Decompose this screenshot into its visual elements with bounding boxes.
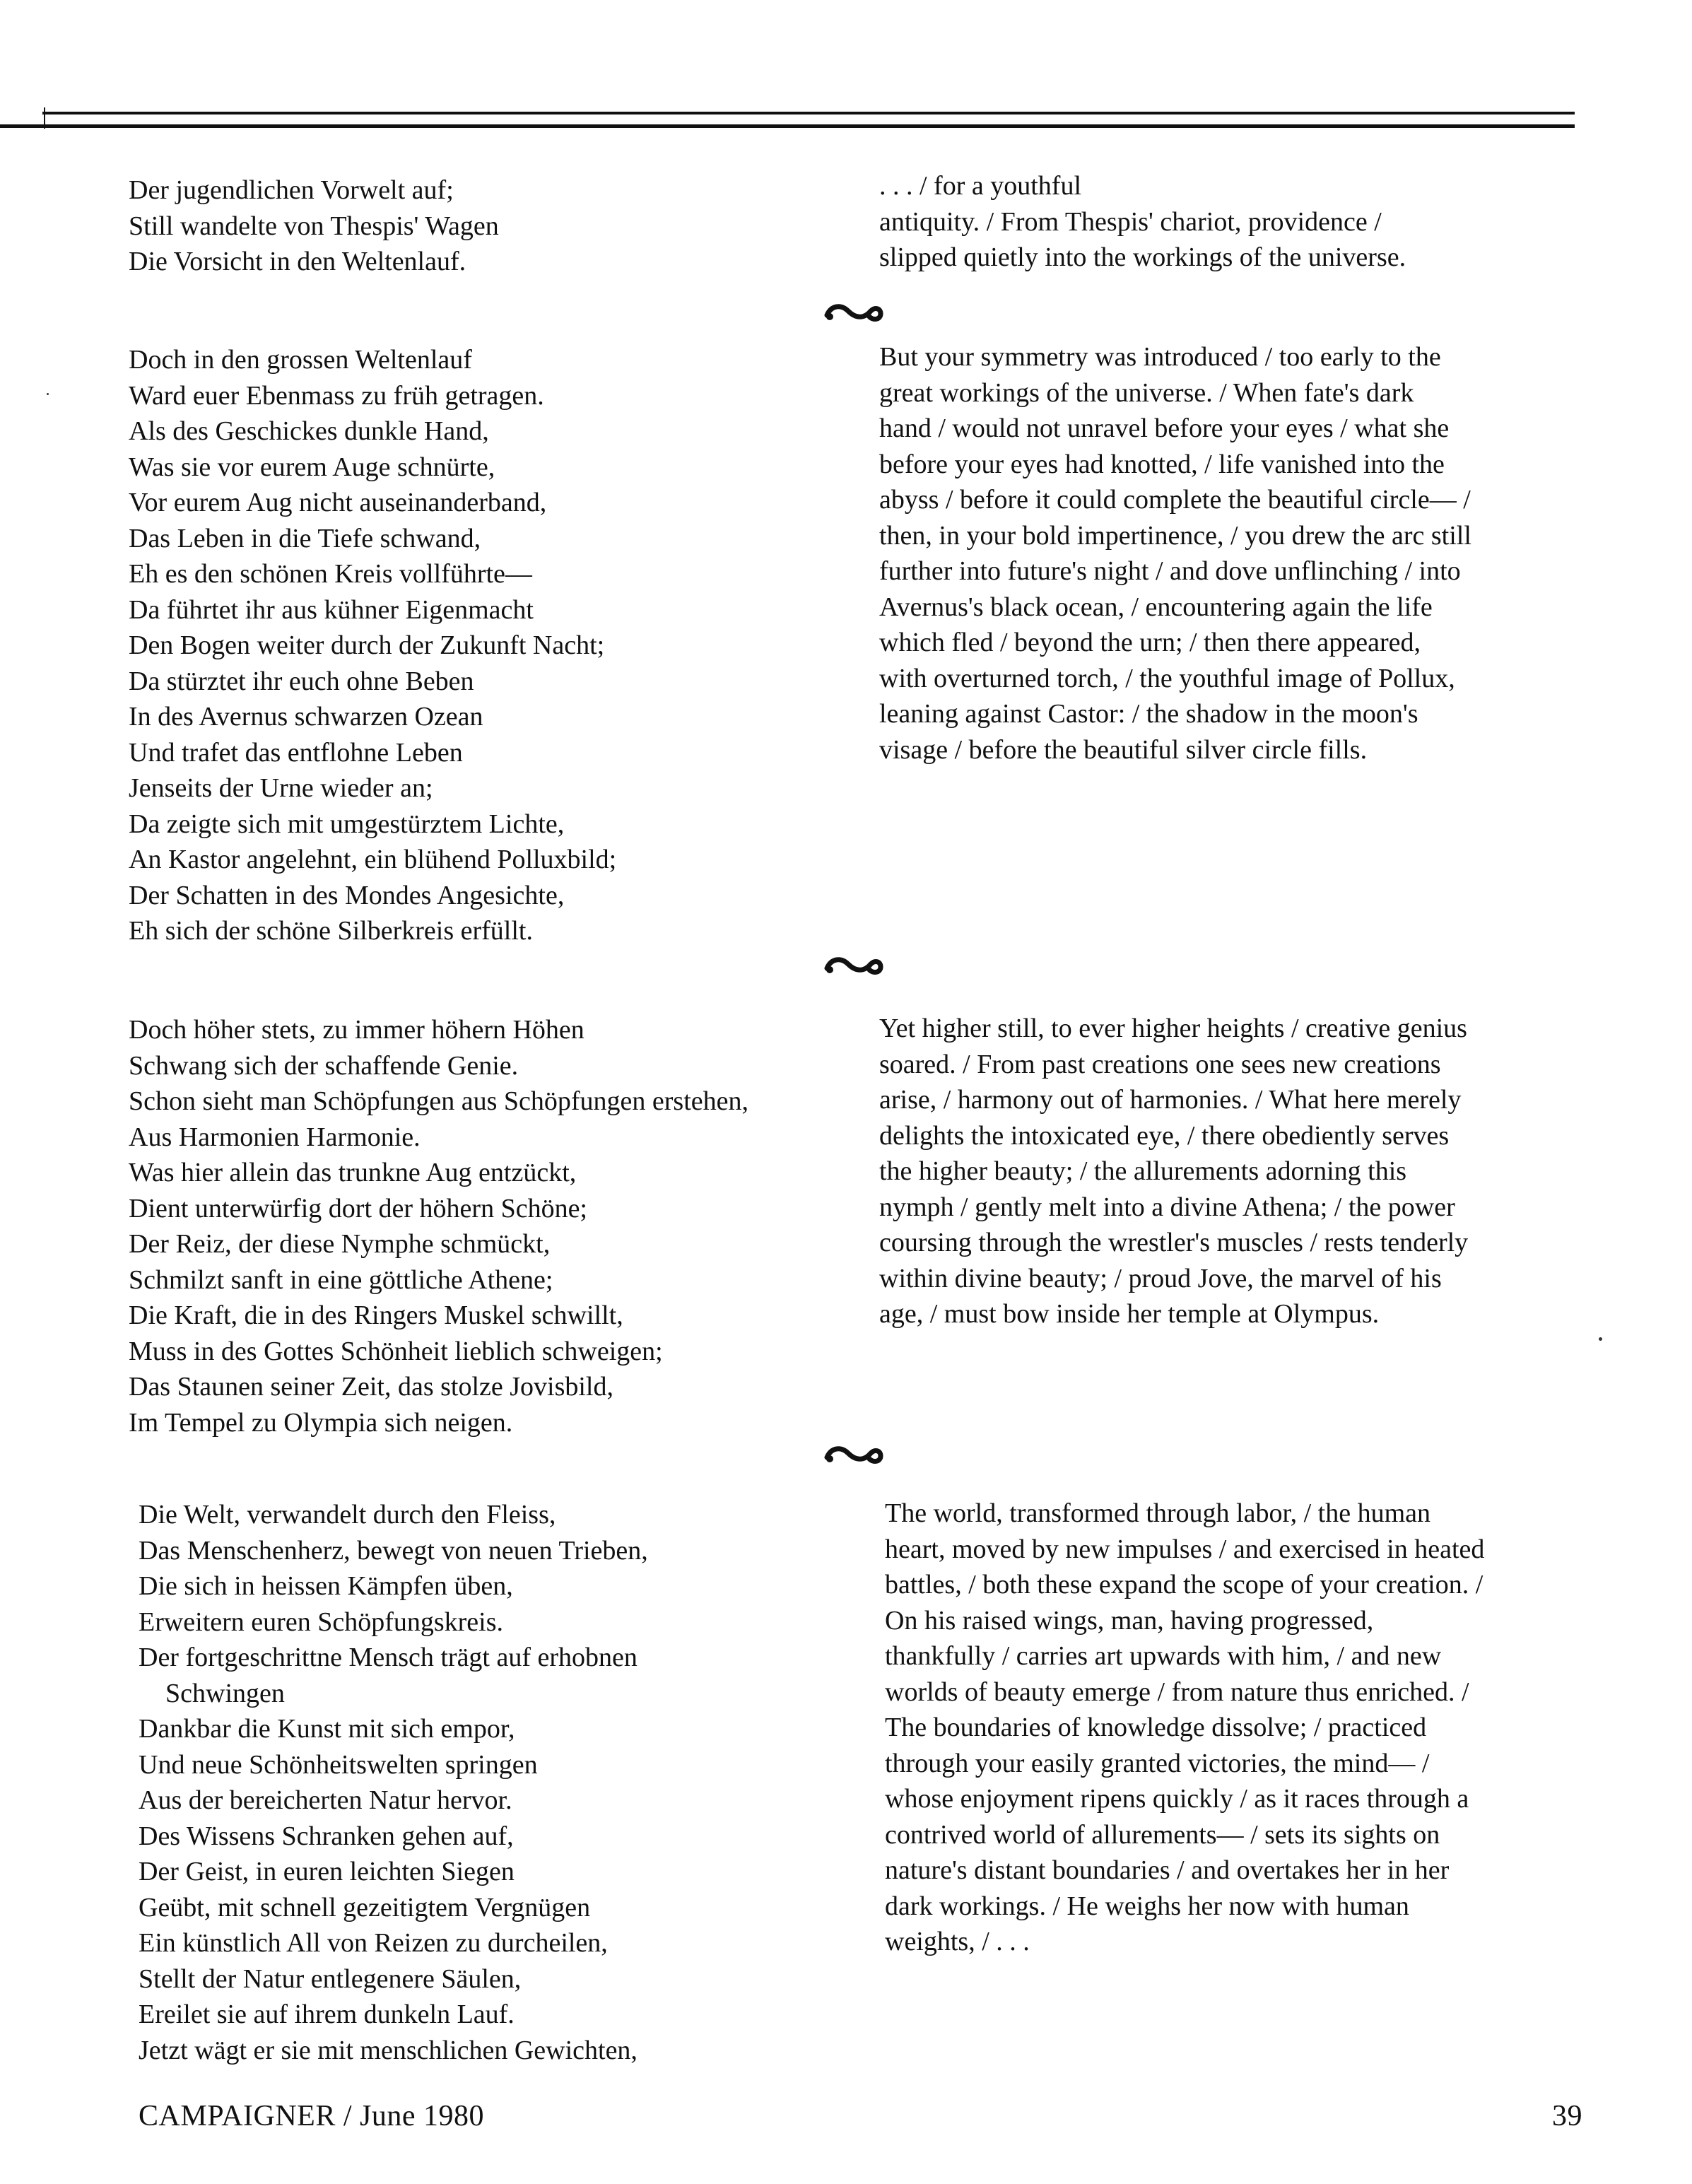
tilde-swash-ornament-icon (824, 953, 883, 978)
scan-speck (1599, 1337, 1602, 1341)
german-stanza-2: Doch in den grossen Weltenlauf Ward euer Ebenmass zu früh getragen. Als des Geschickes dunkle Hand, Was sie vor eurem Auge schnürte, Vor eurem Aug nicht auseinanderband, Das Leben in die Tiefe schwand, Eh es den schönen Kreis vollführte— Da führtet ihr aus kühner Eigenmacht Den Bogen weiter durch der Zukunft Nacht; Da stürztet ihr euch ohne Beben In des Avernus schwarzen Ozean Und trafet das entflohne Leben Jenseits der Urne wieder an; Da zeigte sich mit umgestürztem Lichte, An Kastor angelehnt, ein blühend Polluxbild; Der Schatten in des Mondes Angesichte, Eh sich der schöne Silberkreis erfüllt. (129, 345, 617, 946)
publication-footer: CAMPAIGNER / June 1980 (139, 2100, 484, 2132)
german-stanza-1: Der jugendlichen Vorwelt auf; Still wandelte von Thespis' Wagen Die Vorsicht in den Weltenlauf. (129, 175, 499, 276)
tilde-swash-ornament-icon (824, 300, 883, 325)
german-stanza-4: Die Welt, verwandelt durch den Fleiss, Das Menschenherz, bewegt von neuen Trieben, Die sich in heissen Kämpfen üben, Erweitern euren Schöpfungskreis. Der fortgeschrittne Mensch trägt auf erhobnen Schwingen Dankbar die Kunst mit sich empor, Und neue Schönheitswelten springen Aus der bereicherten Natur hervor. Des Wissens Schranken gehen auf, Der Geist, in euren leichten Siegen Geübt, mit schnell gezeitigtem Vergnügen Ein künstlich All von Reizen zu durcheilen, Stellt der Natur entlegenere Säulen, Ereilet sie auf ihrem dunkeln Lauf. Jetzt wägt er sie mit menschlichen Gewichten, (139, 1500, 648, 2065)
tilde-swash-ornament-icon (824, 1442, 883, 1467)
english-stanza-2: But your symmetry was introduced / too early to the great workings of the universe. / When fate's dark hand / would not unravel before your eyes / what she before your eyes had knotted, / life vanished into the abyss / before it could complete the beautiful circle— / then, in your bold impertinence, / you drew the arc still further into future's night / and dove unflinching / into Avernus's black ocean, / encountering again the life which fled / beyond the urn; / then there appeared, with overturned torch, / the youthful image of Pollux, leaning against Castor: / the shadow in the moon's visage / before the beautiful silver circle fills. (879, 342, 1471, 765)
english-stanza-3: Yet higher still, to ever higher heights / creative genius soared. / From past creations one sees new creations arise, / harmony out of harmonies. / What here merely delights the intoxicated eye, / there obediently serves the higher beauty; / the allurements adorning this nymph / gently melt into a divine Athena; / the power coursing through the wrestler's muscles / rests tenderly within divine beauty; / proud Jove, the marvel of his age, / must bow inside her temple at Olympus. (879, 1014, 1469, 1329)
english-stanza-4: The world, transformed through labor, / the human heart, moved by new impulses / and exercised in heated battles, / both these expand the scope of your creation. / On his raised wings, man, having progressed, thankfully / carries art upwards with him, / and new worlds of beauty emerge / from nature thus enriched. / The boundaries of knowledge dissolve; / practiced through your easily granted victories, the mind— / whose enjoyment ripens quickly / as it races through a contrived world of allurements— / sets its sights on nature's distant boundaries / and overtakes her in her dark workings. / He weighs her now with human weights, / . . . (885, 1498, 1485, 1956)
german-stanza-3: Doch höher stets, zu immer höhern Höhen Schwang sich der schaffende Genie. Schon sieht man Schöpfungen aus Schöpfungen erstehen, Aus Harmonien Harmonie. Was hier allein das trunkne Aug entzückt, Dient unterwürfig dort der höhern Schöne; Der Reiz, der diese Nymphe schmückt, Schmilzt sanft in eine göttliche Athene; Die Kraft, die in des Ringers Muskel schwillt, Muss in des Gottes Schönheit lieblich schweigen; Das Staunen seiner Zeit, das stolze Jovisbild, Im Tempel zu Olympia sich neigen. (129, 1015, 748, 1438)
header-rule-tick (44, 107, 45, 129)
header-rule-upper (42, 112, 1575, 115)
english-stanza-1: . . . / for a youthful antiquity. / From Thespis' chariot, providence / slipped quietly into the workings of the universe. (879, 171, 1406, 272)
scan-speck (47, 393, 49, 395)
header-rule-lower (0, 124, 1575, 128)
page-number: 39 (1552, 2100, 1582, 2132)
